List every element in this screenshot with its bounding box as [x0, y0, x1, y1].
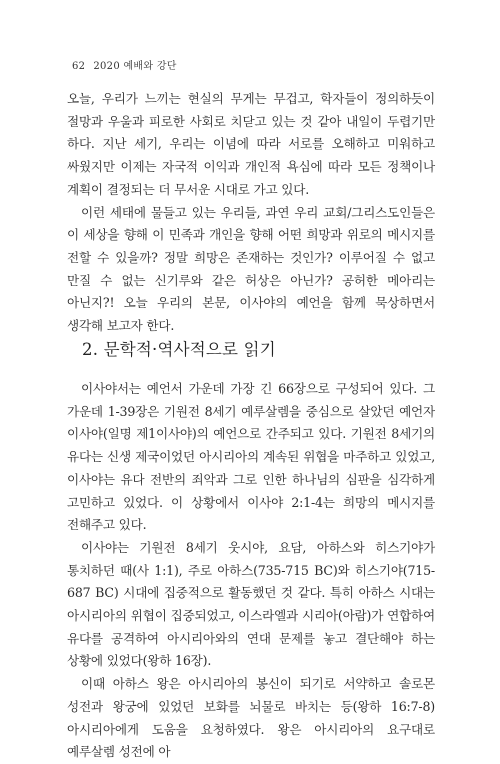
page-number: 62 — [72, 61, 86, 72]
page-header — [72, 57, 177, 72]
section-heading: 2. 문학적·역사적으로 읽기 — [82, 340, 276, 359]
paragraph: 이사야서는 예언서 가운데 가장 긴 66장으로 구성되어 있다. 그 가운데 1-39장은 기원전 8세기 예루살렘을 중심으로 살았던 예언자 이사야(일명 제1이사야)의 예언으로 간주되고 있다. 기원전 8세기의 유다는 신생 제국이었던 아시리아의 계속된 위협을 마주하고 있었고, 이사야는 유다 전반의 죄악과 그로 인한 하나님의 심판을 심각하게 고민하고 있었다. 이 상황에서 이사야 2:1-4는 희망의 메시지를 전해주고 있다. — [67, 381, 435, 533]
paragraph: 이런 세태에 물들고 있는 우리들, 과연 우리 교회/그리스도인들은 이 세상을 향해 이 민족과 개인을 향해 어떤 희망과 위로의 메시지를 전할 수 있을까? 정말 희망은 존재하는 것인가? 이루어질 수 없고 만질 수 없는 신기루와 같은 허상은 아닌가? 공허한 메아리는 아닌지?! 오늘 우리의 본문, 이사야의 예언을 함께 묵상하면서 생각해 보고자 한다. — [67, 204, 435, 334]
paragraph: 오늘, 우리가 느끼는 현실의 무게는 무겁고, 학자들이 정의하듯이 절망과 우울과 피로한 사회로 치닫고 있는 것 같아 내일이 두렵기만 하다. 지난 세기, 우리는 이념에 따라 서로를 오해하고 미워하고 싸웠지만 이제는 자국적 이익과 개인적 욕심에 따라 모든 정책이나 계획이 결정되는 더 무서운 시대로 가고 있다. — [67, 91, 435, 197]
intro-text — [67, 88, 435, 338]
section-body — [67, 378, 435, 764]
paragraph: 이때 아하스 왕은 아시리아의 봉신이 되기로 서약하고 솔로몬 성전과 왕궁에 있었던 보화를 뇌물로 바치는 등(왕하 16:7-8) 아시리아에게 도움을 요청하였다. 왕은 아시리아의 요구대로 예루살렘 성전에 아 — [67, 676, 435, 760]
paragraph: 이사야는 기원전 8세기 웃시야, 요담, 아하스와 히스기야가 통치하던 때(사 1:1), 주로 아하스(735-715 BC)와 히스기야(715-687 BC) 시대에 집중적으로 활동했던 것 같다. 특히 아하스 시대는 아시리아의 위협이 집중되었고, 이스라엘과 시리아(아람)가 연합하여 유다를 공격하여 아시리아와의 연대 문제를 놓고 결단해야 하는 상황에 있었다(왕하 16장). — [67, 539, 435, 669]
running-title: 2020 예배와 강단 — [93, 61, 177, 72]
